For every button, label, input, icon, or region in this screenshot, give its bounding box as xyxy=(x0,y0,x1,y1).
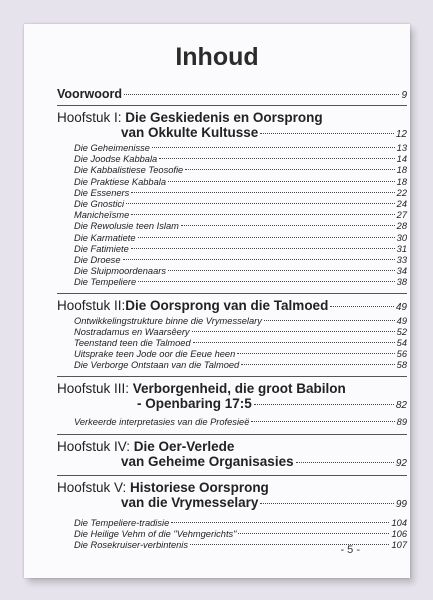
chapter-heading[interactable] xyxy=(57,480,407,510)
toc-entry[interactable] xyxy=(57,177,407,188)
chapter-prefix: Hoofstuk III: xyxy=(57,380,133,396)
book-page xyxy=(24,24,410,578)
entry-page: 38 xyxy=(396,277,407,288)
dot-leader xyxy=(138,237,395,238)
entry-page: 9 xyxy=(401,90,407,101)
chapter-heading[interactable] xyxy=(57,298,407,313)
entry-page: 28 xyxy=(396,221,407,232)
dot-leader xyxy=(193,342,395,343)
entry-page: 54 xyxy=(396,338,407,349)
toc-entry[interactable] xyxy=(57,349,407,360)
entry-page: 106 xyxy=(391,529,407,540)
dot-leader xyxy=(238,533,389,534)
entry-label: Die Heilige Vehm of die "Vehmgerichts" xyxy=(74,529,237,540)
toc-entry[interactable] xyxy=(57,188,407,199)
entry-page: 89 xyxy=(396,416,407,427)
divider xyxy=(57,434,407,435)
divider xyxy=(57,105,407,106)
dot-leader xyxy=(131,214,394,215)
chapter-prefix: Hoofstuk V: xyxy=(57,479,131,495)
toc-entry[interactable] xyxy=(57,338,407,349)
toc-entry[interactable] xyxy=(57,316,407,327)
chapter-title-cont: van Geheime Organisasies xyxy=(121,453,294,469)
entry-label: Die Rosekruiser-verbintenis xyxy=(74,540,189,551)
entry-page: 24 xyxy=(396,199,407,210)
page-number: - 5 - xyxy=(340,544,360,556)
chapter-title-cont: van Okkulte Kultusse xyxy=(121,125,259,140)
toc-entry[interactable] xyxy=(57,327,407,338)
entry-page: 18 xyxy=(396,176,407,187)
table-of-contents xyxy=(57,85,407,551)
entry-page: 14 xyxy=(396,154,407,165)
entry-page: 49 xyxy=(396,315,407,326)
entry-label: Die Kabbalistiese Teosofie xyxy=(74,165,184,176)
dot-leader xyxy=(171,522,389,523)
toc-entry[interactable] xyxy=(57,210,407,221)
section-list xyxy=(57,316,407,372)
toc-entry[interactable] xyxy=(57,360,407,371)
dot-leader xyxy=(124,94,399,95)
entry-page: 22 xyxy=(396,187,407,198)
entry-page: 56 xyxy=(396,349,407,360)
toc-entry[interactable] xyxy=(57,244,407,255)
dot-leader xyxy=(126,203,395,204)
entry-label: Die Rewolusie teen Islam xyxy=(74,221,179,232)
chapter-prefix: Hoofstuk IV: xyxy=(57,438,134,454)
chapter-page: 99 xyxy=(395,498,407,510)
dot-leader xyxy=(168,181,395,182)
toc-entry[interactable] xyxy=(57,143,407,154)
toc-entry[interactable] xyxy=(57,277,407,288)
entry-label: Die Tempeliere xyxy=(74,277,137,288)
chapter-title: Verborgenheid, die groot Babilon xyxy=(132,380,346,396)
dot-leader xyxy=(264,320,395,321)
entry-label: Die Tempeliere-tradisie xyxy=(74,517,170,528)
entry-label: Die Joodse Kabbala xyxy=(74,154,158,165)
entry-label: Die Karmatiete xyxy=(74,232,136,243)
entry-label: Nostradamus en Waarsêery xyxy=(74,326,190,337)
entry-label: Verkeerde interpretasies van die Profesieë xyxy=(74,416,250,427)
dot-leader xyxy=(260,133,394,134)
dot-leader xyxy=(131,192,394,193)
dot-leader xyxy=(138,281,394,282)
entry-label: Die Gnostici xyxy=(74,199,125,210)
toc-entry[interactable] xyxy=(57,529,407,540)
toc-entry[interactable] xyxy=(57,518,407,529)
dot-leader xyxy=(296,462,394,463)
chapter-page: 82 xyxy=(395,399,407,411)
entry-label: Die Praktiese Kabbala xyxy=(74,176,166,187)
dot-leader xyxy=(152,147,395,148)
toc-entry[interactable] xyxy=(57,255,407,266)
chapter-heading[interactable] xyxy=(57,381,407,411)
entry-page: 34 xyxy=(396,266,407,277)
chapter-page: 49 xyxy=(395,301,407,313)
entry-page: 18 xyxy=(396,165,407,176)
section-list xyxy=(57,417,407,428)
chapter-prefix: Hoofstuk I: xyxy=(57,110,126,125)
entry-label: Die Verborge Ontstaan van die Talmoed xyxy=(74,360,240,371)
entry-label: Manicheïsme xyxy=(74,210,130,221)
dot-leader xyxy=(237,353,394,354)
dot-leader xyxy=(254,404,394,405)
toc-entry-voorwoord[interactable] xyxy=(57,87,407,101)
chapter-page: 92 xyxy=(395,457,407,469)
toc-entry[interactable] xyxy=(57,417,407,428)
page-title: Inhoud xyxy=(175,43,259,71)
entry-page: 13 xyxy=(396,143,407,153)
toc-entry[interactable] xyxy=(57,199,407,210)
entry-page: 33 xyxy=(396,255,407,266)
divider xyxy=(57,475,407,476)
entry-page: 107 xyxy=(391,540,407,551)
dot-leader xyxy=(251,421,394,422)
dot-leader xyxy=(330,306,394,307)
entry-label: Die Droese xyxy=(74,255,121,266)
entry-label: Uitsprake teen Jode oor die Eeue heen xyxy=(74,349,236,360)
entry-label: Die Sluipmoordenaars xyxy=(74,266,166,277)
entry-page: 27 xyxy=(396,210,407,221)
chapter-page: 12 xyxy=(395,129,407,140)
chapter-title: Die Oorsprong van die Talmoed xyxy=(125,297,329,313)
dot-leader xyxy=(260,503,394,504)
dot-leader xyxy=(159,158,394,159)
chapter-heading[interactable] xyxy=(57,110,407,140)
section-list xyxy=(57,143,407,289)
entry-label: Teenstand teen die Talmoed xyxy=(74,338,191,349)
dot-leader xyxy=(123,259,395,260)
chapter-heading[interactable] xyxy=(57,439,407,469)
dot-leader xyxy=(241,364,394,365)
entry-page: 52 xyxy=(396,326,407,337)
entry-label: Voorwoord xyxy=(57,87,123,101)
divider xyxy=(57,376,407,377)
chapter-title: Die Oer-Verlede xyxy=(133,438,235,454)
dot-leader xyxy=(131,248,395,249)
dot-leader xyxy=(181,225,395,226)
chapter-title: Die Geskiedenis en Oorsprong xyxy=(125,110,323,125)
divider xyxy=(57,293,407,294)
dot-leader xyxy=(168,270,395,271)
chapter-title-cont: - Openbaring 17:5 xyxy=(137,395,252,411)
chapter-title-cont: van die Vrymesselary xyxy=(121,494,259,510)
entry-label: Ontwikkelingstrukture binne die Vrymesselary xyxy=(74,315,262,326)
toc-entry[interactable] xyxy=(57,221,407,232)
entry-page: 31 xyxy=(396,243,407,254)
toc-entry[interactable] xyxy=(57,165,407,176)
entry-label: Die Fatimiete xyxy=(74,243,129,254)
entry-page: 58 xyxy=(396,360,407,371)
entry-page: 30 xyxy=(396,232,407,243)
toc-entry[interactable] xyxy=(57,154,407,165)
entry-page: 104 xyxy=(391,517,407,528)
entry-label: Die Geheimenisse xyxy=(74,143,150,153)
chapter-prefix: Hoofstuk II: xyxy=(57,297,126,313)
chapter-title: Historiese Oorsprong xyxy=(130,479,269,495)
dot-leader xyxy=(192,331,395,332)
toc-entry[interactable] xyxy=(57,233,407,244)
entry-label: Die Esseners xyxy=(74,187,130,198)
toc-entry[interactable] xyxy=(57,266,407,277)
dot-leader xyxy=(185,169,394,170)
